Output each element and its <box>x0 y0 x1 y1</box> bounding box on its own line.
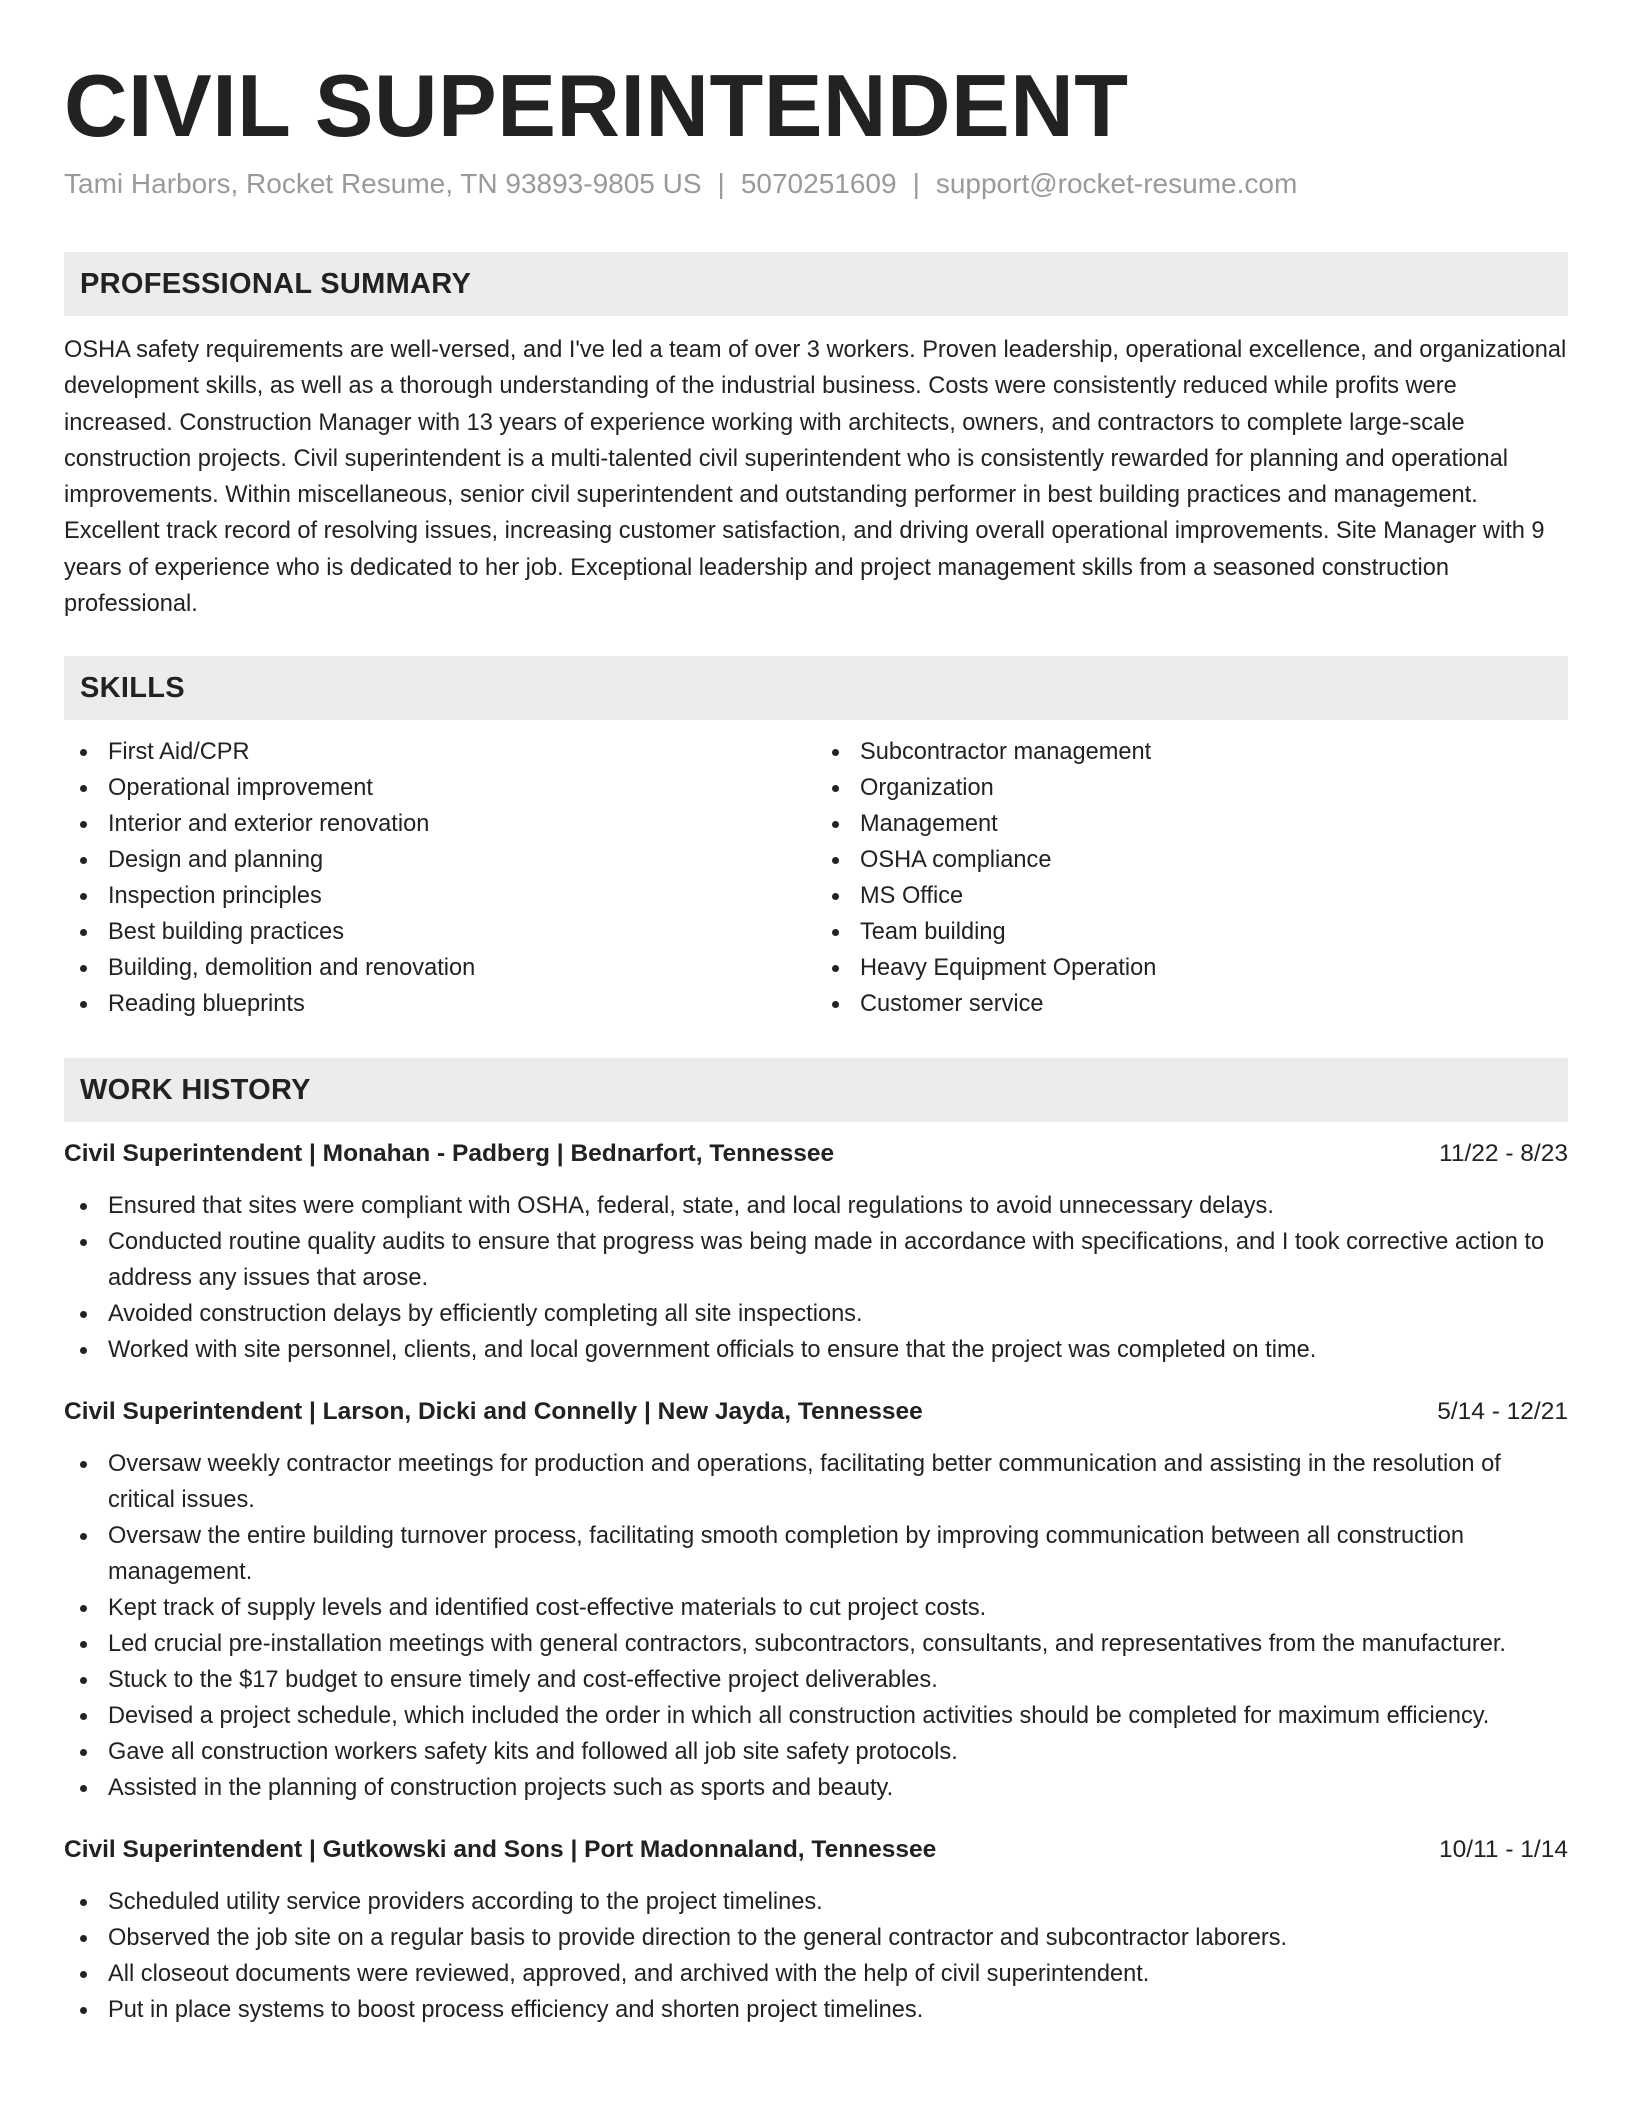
skill-item: MS Office <box>860 878 1568 914</box>
skills-section <box>64 656 1568 1022</box>
job-bullet: Conducted routine quality audits to ensure that progress was being made in accordance with specifications, and I took corrective action to address any issues that arose. <box>64 1224 1568 1296</box>
contact-separator: | <box>912 168 920 199</box>
skill-item: Inspection principles <box>108 878 816 914</box>
skill-item: Management <box>860 806 1568 842</box>
skill-item: Interior and exterior renovation <box>108 806 816 842</box>
job-bullet: Stuck to the $17 budget to ensure timely and cost-effective project deliverables. <box>64 1662 1568 1698</box>
job-bullet: Led crucial pre-installation meetings with general contractors, subcontractors, consultants, and representatives from the manufacturer. <box>64 1626 1568 1662</box>
job-header <box>64 1136 1568 1172</box>
work-history-heading: WORK HISTORY <box>80 1073 311 1106</box>
job-dates: 11/22 - 8/23 <box>1439 1140 1568 1167</box>
job-dates: 5/14 - 12/21 <box>1437 1398 1568 1425</box>
contact-email: support@rocket-resume.com <box>935 168 1298 199</box>
skills-header <box>64 656 1568 720</box>
job-bullet: Avoided construction delays by efficiently completing all site inspections. <box>64 1296 1568 1332</box>
skill-item: Heavy Equipment Operation <box>860 950 1568 986</box>
skills-columns <box>64 734 1568 1022</box>
skill-item: Team building <box>860 914 1568 950</box>
skills-heading: SKILLS <box>80 671 185 704</box>
job-heading: Civil Superintendent | Gutkowski and Sons | Port Madonnaland, Tennessee <box>64 1836 937 1863</box>
job-bullet: Assisted in the planning of construction projects such as sports and beauty. <box>64 1770 1568 1806</box>
contact-address: Tami Harbors, Rocket Resume, TN 93893-9805 US <box>64 168 702 199</box>
job-bullet: Observed the job site on a regular basis to provide direction to the general contractor and subcontractor laborers. <box>64 1920 1568 1956</box>
job-entry <box>64 1394 1568 1806</box>
job-heading: Civil Superintendent | Monahan - Padberg | Bednarfort, Tennessee <box>64 1140 835 1167</box>
job-bullet: Ensured that sites were compliant with OSHA, federal, state, and local regulations to avoid unnecessary delays. <box>64 1188 1568 1224</box>
job-bullet: Gave all construction workers safety kits and followed all job site safety protocols. <box>64 1734 1568 1770</box>
job-bullets <box>64 1884 1568 2028</box>
summary-text: OSHA safety requirements are well-versed, and I've led a team of over 3 workers. Proven leadership, operational excellence, and organizational development skills, as well as a thorough understanding of the industrial business. Costs were consistently reduced while profits were increased. Construction Manager with 13 years of experience working with architects, owners, and contractors to complete large-scale construction projects. Civil superintendent is a multi-talented civil superintendent who is consistently rewarded for planning and operational improvements. Within miscellaneous, senior civil superintendent and outstanding performer in best building practices and management. Excellent track record of resolving issues, increasing customer satisfaction, and driving overall operational improvements. Site Manager with 9 years of experience who is dedicated to her job. Exceptional leadership and project management skills from a seasoned construction professional. <box>64 337 1567 618</box>
skill-item: Design and planning <box>108 842 816 878</box>
contact-phone: 5070251609 <box>740 168 897 199</box>
contact-separator: | <box>717 168 725 199</box>
skill-item: Organization <box>860 770 1568 806</box>
summary-heading: PROFESSIONAL SUMMARY <box>80 267 472 300</box>
resume-title: CIVIL SUPERINTENDENT <box>64 56 1129 155</box>
job-entry <box>64 1832 1568 2028</box>
job-entry <box>64 1136 1568 1368</box>
skill-item: First Aid/CPR <box>108 734 816 770</box>
skill-item: Subcontractor management <box>860 734 1568 770</box>
job-header <box>64 1832 1568 1868</box>
job-bullet: Put in place systems to boost process efficiency and shorten project timelines. <box>64 1992 1568 2028</box>
summary-header <box>64 252 1568 316</box>
job-bullet: Scheduled utility service providers according to the project timelines. <box>64 1884 1568 1920</box>
job-bullet: Worked with site personnel, clients, and local government officials to ensure that the project was completed on time. <box>64 1332 1568 1368</box>
skill-item: Best building practices <box>108 914 816 950</box>
skills-list-left <box>64 734 816 1022</box>
job-bullets <box>64 1446 1568 1806</box>
job-bullet: Devised a project schedule, which included the order in which all construction activities should be completed for maximum efficiency. <box>64 1698 1568 1734</box>
job-header <box>64 1394 1568 1430</box>
skill-item: Customer service <box>860 986 1568 1022</box>
contact-line <box>64 166 1297 202</box>
job-bullet: All closeout documents were reviewed, approved, and archived with the help of civil superintendent. <box>64 1956 1568 1992</box>
work-history-section <box>64 1058 1568 2028</box>
skill-item: OSHA compliance <box>860 842 1568 878</box>
skills-list-right <box>816 734 1568 1022</box>
skill-item: Operational improvement <box>108 770 816 806</box>
job-bullets <box>64 1188 1568 1368</box>
job-bullet: Oversaw the entire building turnover process, facilitating smooth completion by improving communication between all construction management. <box>64 1518 1568 1590</box>
summary-section <box>64 252 1568 622</box>
job-bullet: Oversaw weekly contractor meetings for production and operations, facilitating better communication and assisting in the resolution of critical issues. <box>64 1446 1568 1518</box>
job-dates: 10/11 - 1/14 <box>1439 1836 1568 1863</box>
skill-item: Building, demolition and renovation <box>108 950 816 986</box>
job-bullet: Kept track of supply levels and identified cost-effective materials to cut project costs. <box>64 1590 1568 1626</box>
job-heading: Civil Superintendent | Larson, Dicki and Connelly | New Jayda, Tennessee <box>64 1398 923 1425</box>
skill-item: Reading blueprints <box>108 986 816 1022</box>
work-history-header <box>64 1058 1568 1122</box>
